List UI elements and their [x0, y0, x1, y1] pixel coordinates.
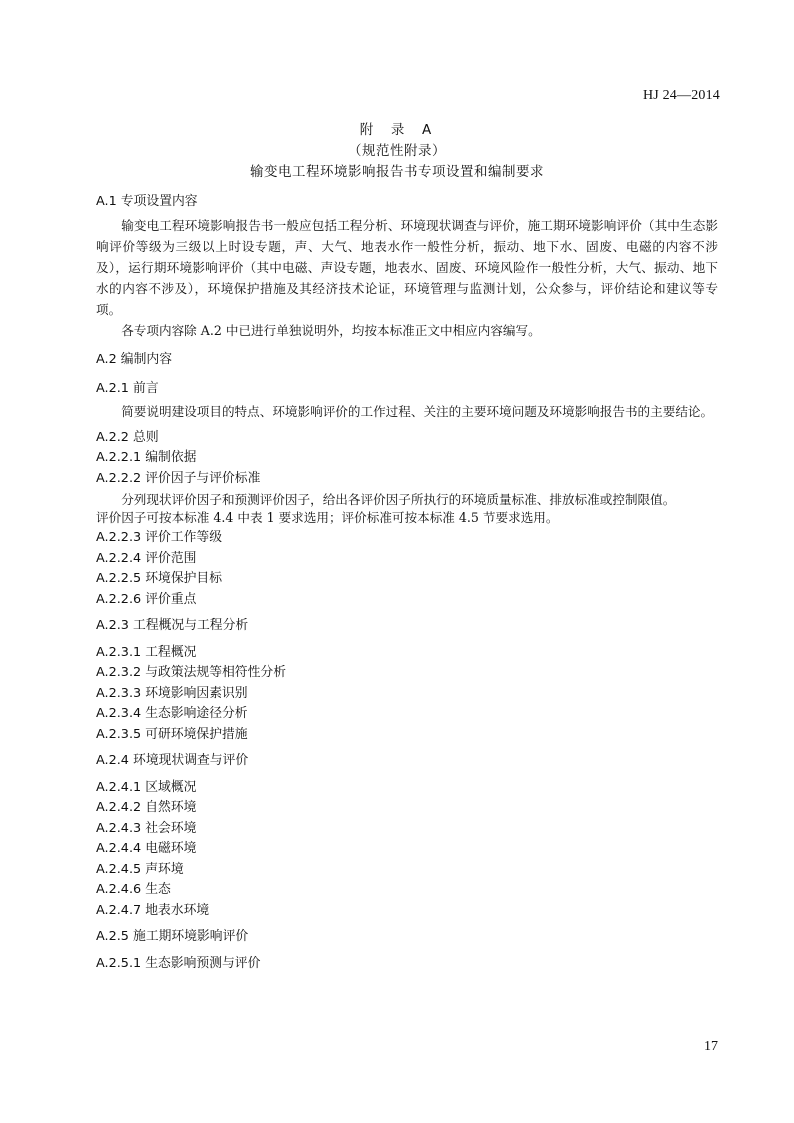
section-heading-a21: A.2.1 前言: [96, 381, 159, 396]
clause-a235: A.2.3.5 可研环境保护措施: [96, 726, 248, 742]
paragraph-a1-scope: 输变电工程环境影响报告书一般应包括工程分析、环境现状调查与评价，施工期环境影响评价（其中生态影响评价等级为三级以上时设专题，声、大气、地表水作一般性分析，振动、地下水、固废、电磁的内容不涉及），运行期环境影响评价（其中电磁、声设专题，地表水、固废、环境风险作一般性分析，大气、振动、地下水的内容不涉及），环境保护措施及其经济技术论证，环境管理与监测计划，公众参与，评价结论和建议等专项。: [96, 217, 718, 317]
paragraph-a222-standards: 评价因子可按本标准 4.4 中表 1 要求选用；评价标准可按本标准 4.5 节要求选用。: [96, 510, 559, 525]
section-heading-a22: A.2.2 总则: [96, 429, 159, 445]
clause-a233: A.2.3.3 环境影响因素识别: [96, 685, 248, 701]
section-heading-a2: A.2 编制内容: [96, 351, 172, 367]
clause-a225: A.2.2.5 环境保护目标: [96, 571, 223, 586]
section-heading-a1: A.1 专项设置内容: [96, 194, 198, 209]
clause-a224: A.2.2.4 评价范围: [96, 550, 197, 566]
clause-a221: A.2.2.1 编制依据: [96, 450, 197, 465]
clause-a244: A.2.4.4 电磁环境: [96, 841, 197, 856]
appendix-title-block: [0, 120, 794, 183]
clause-a222: A.2.2.2 评价因子与评价标准: [96, 470, 261, 486]
clause-a246: A.2.4.6 生态: [96, 882, 171, 897]
clause-a226: A.2.2.6 评价重点: [96, 591, 197, 607]
section-heading-a24: A.2.4 环境现状调查与评价: [96, 753, 249, 768]
appendix-heading: 输变电工程环境影响报告书专项设置和编制要求: [250, 164, 544, 180]
page-number: 17: [704, 1039, 718, 1054]
section-heading-a25: A.2.5 施工期环境影响评价: [96, 929, 249, 944]
paragraph-a1-note: 各专项内容除 A.2 中已进行单独说明外，均按本标准正文中相应内容编写。: [121, 322, 541, 338]
standard-code: HJ 24—2014: [642, 88, 720, 103]
document-body: [96, 192, 718, 974]
section-heading-a23: A.2.3 工程概况与工程分析: [96, 618, 249, 633]
appendix-label: 附 录 A: [359, 122, 435, 138]
paragraph-a222-factors: 分列现状评价因子和预测评价因子，给出各评价因子所执行的环境质量标准、排放标准或控制限值。: [121, 492, 676, 507]
clause-a242: A.2.4.2 自然环境: [96, 800, 197, 815]
clause-a245: A.2.4.5 声环境: [96, 861, 184, 877]
clause-a234: A.2.3.4 生态影响途径分析: [96, 706, 248, 721]
clause-a232: A.2.3.2 与政策法规等相符性分析: [96, 665, 286, 680]
clause-a231: A.2.3.1 工程概况: [96, 644, 197, 660]
clause-a223: A.2.2.3 评价工作等级: [96, 530, 223, 545]
clause-a243: A.2.4.3 社会环境: [96, 820, 197, 836]
paragraph-a21-preface: 简要说明建设项目的特点、环境影响评价的工作过程、关注的主要环境问题及环境影响报告书的主要结论。: [121, 403, 714, 419]
clause-a241: A.2.4.1 区域概况: [96, 779, 197, 795]
clause-a251: A.2.5.1 生态影响预测与评价: [96, 955, 261, 971]
clause-a247: A.2.4.7 地表水环境: [96, 902, 210, 918]
appendix-category: （规范性附录）: [348, 143, 446, 159]
